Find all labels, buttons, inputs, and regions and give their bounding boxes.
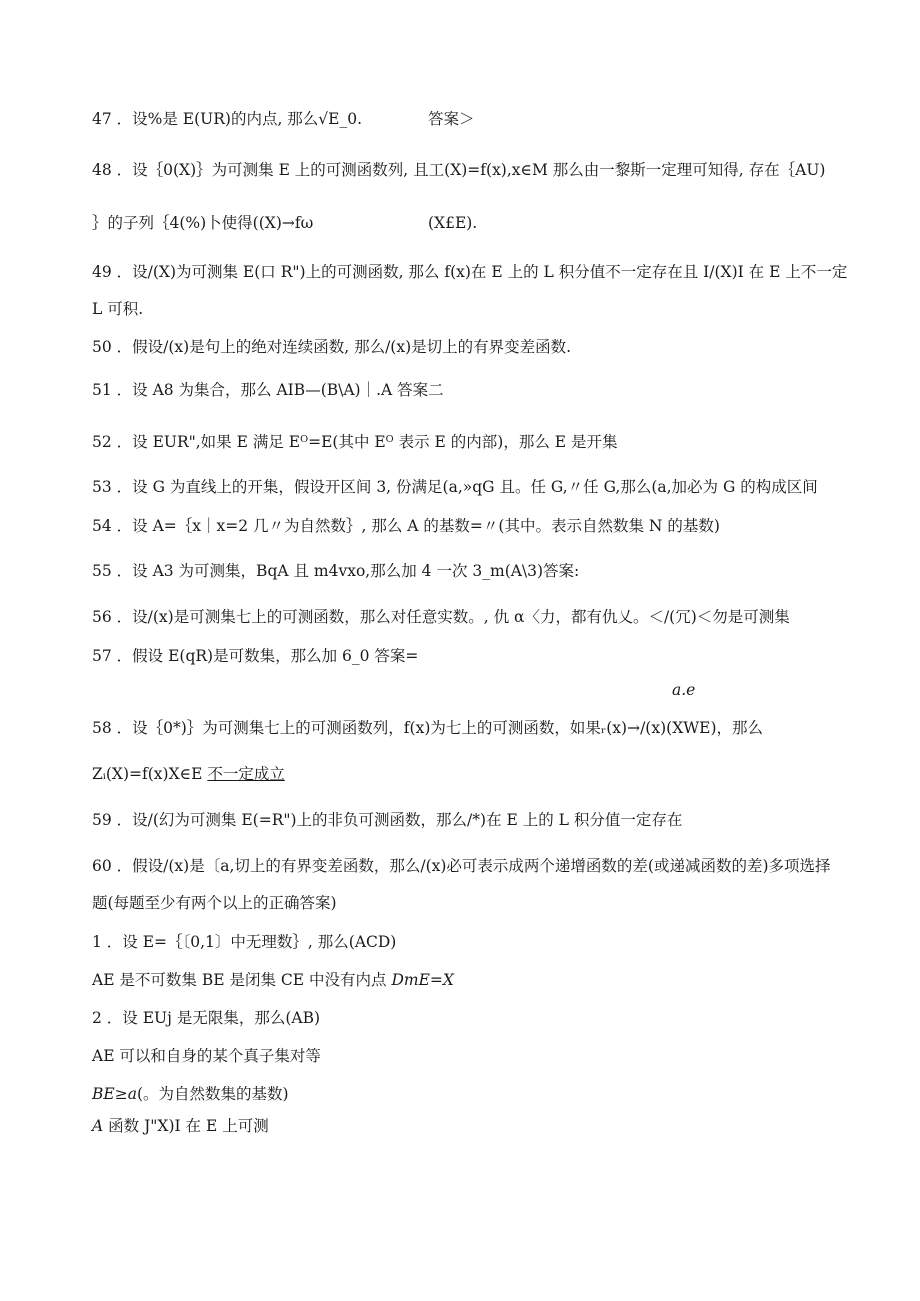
mc-question-2-option-b-formula: BE≥a	[92, 1085, 137, 1103]
question-47	[92, 109, 475, 129]
question-53: 53 ．设 G 为直线上的开集，假设开区间 3, 份满足(a,»qG 且。任 G,〃任 G,那么(a,加必为 G 的构成区间	[92, 478, 818, 496]
mc-question-2: 2 ．设 EUj 是无限集，那么(AB)	[92, 1009, 321, 1027]
mc-question-1-option-d: DmE=X	[391, 971, 454, 989]
question-57: 57 ．假设 E(qR)是可数集，那么加 6_0 答案=	[92, 647, 419, 665]
question-58-formula: Zᵢ(X)=f(x)X∈E	[92, 765, 203, 783]
question-48-answer: (X£E).	[428, 214, 478, 232]
question-51: 51 ．设 A8 为集合，那么 AIB—(B\A)｜.A 答案二	[92, 381, 444, 399]
question-58-line1: 58 ．设｛0*)｝为可测集七上的可测函数列，f(x)为七上的可测函数，如果ᵣ(x)→/(x)(XWE)，那么	[92, 719, 764, 737]
question-59: 59 ．设/(幻为可测集 E(=R")上的非负可测函数，那么/*)在 E 上的 L 积分值一定存在	[92, 811, 683, 829]
mc-question-1-options	[92, 970, 454, 990]
mc-question-2-option-c	[92, 1116, 269, 1136]
mc-question-2-option-c-text: 函数 J"X)I 在 E 上可测	[108, 1117, 269, 1135]
question-56: 56 ．设/(x)是可测集七上的可测函数，那么对任意实数。, 仇 α〈力，都有仇乂。＜/(冗)＜勿是可测集	[92, 608, 790, 626]
mc-question-2-option-b-text: (。为自然数集的基数)	[136, 1085, 289, 1103]
question-48-line1: 48 ．设｛0(X)｝为可测集 E 上的可测函数列, 且工(X)=f(x),x∈M 那么由一黎斯一定理可知得, 存在｛AU)	[92, 161, 826, 179]
question-47-answer: 答案＞	[428, 110, 475, 128]
question-50: 50 ．假设/(x)是句上的绝对连续函数, 那么/(x)是切上的有界变差函数.	[92, 338, 572, 356]
question-49-line2: L 可积.	[92, 300, 144, 318]
question-58-line2	[92, 764, 285, 784]
question-52: 52 ．设 EUR",如果 E 满足 Eᴼ=E(其中 Eᴼ 表示 E 的内部)，那么 E 是开集	[92, 433, 618, 451]
mc-question-2-option-c-letter: A	[92, 1117, 104, 1135]
mc-question-2-option-a: AE 可以和自身的某个真子集对等	[92, 1047, 321, 1065]
question-49-line1: 49 ．设/(X)为可测集 E(口 R")上的可测函数, 那么 f(x)在 E 上的 L 积分值不一定存在且 I/(X)I 在 E 上不一定	[92, 263, 848, 281]
question-60-line2: 题(每题至少有两个以上的正确答案)	[92, 894, 337, 912]
mc-question-2-option-b	[92, 1084, 289, 1104]
question-48-line2	[92, 213, 478, 233]
question-54: 54 ．设 A=｛x｜x=2 几〃为自然数｝, 那么 A 的基数=〃(其中。表示自然数集 N 的基数)	[92, 517, 720, 535]
mc-question-1-options-text: AE 是不可数集 BE 是闭集 CE 中没有内点	[92, 971, 387, 989]
mc-question-1: 1 ．设 E=｛〔0,1〕中无理数｝, 那么(ACD)	[92, 933, 397, 951]
question-48-text: ｝的子列｛4(%)卜使得((X)→fω	[92, 214, 314, 232]
question-47-text: 47 ．设%是 E(UR)的内点, 那么√E_0.	[92, 110, 363, 128]
question-55: 55 ．设 A3 为可测集，BqA 且 m4vxo,那么加 4 一次 3_m(A\3)答案:	[92, 562, 580, 580]
question-58-answer: 不一定成立	[207, 765, 285, 783]
question-57-annotation: a.e	[672, 681, 696, 699]
question-60-line1: 60 ．假设/(x)是〔a,切上的有界变差函数，那么/(x)必可表示成两个递增函数的差(或递减函数的差)多项选择	[92, 857, 831, 875]
